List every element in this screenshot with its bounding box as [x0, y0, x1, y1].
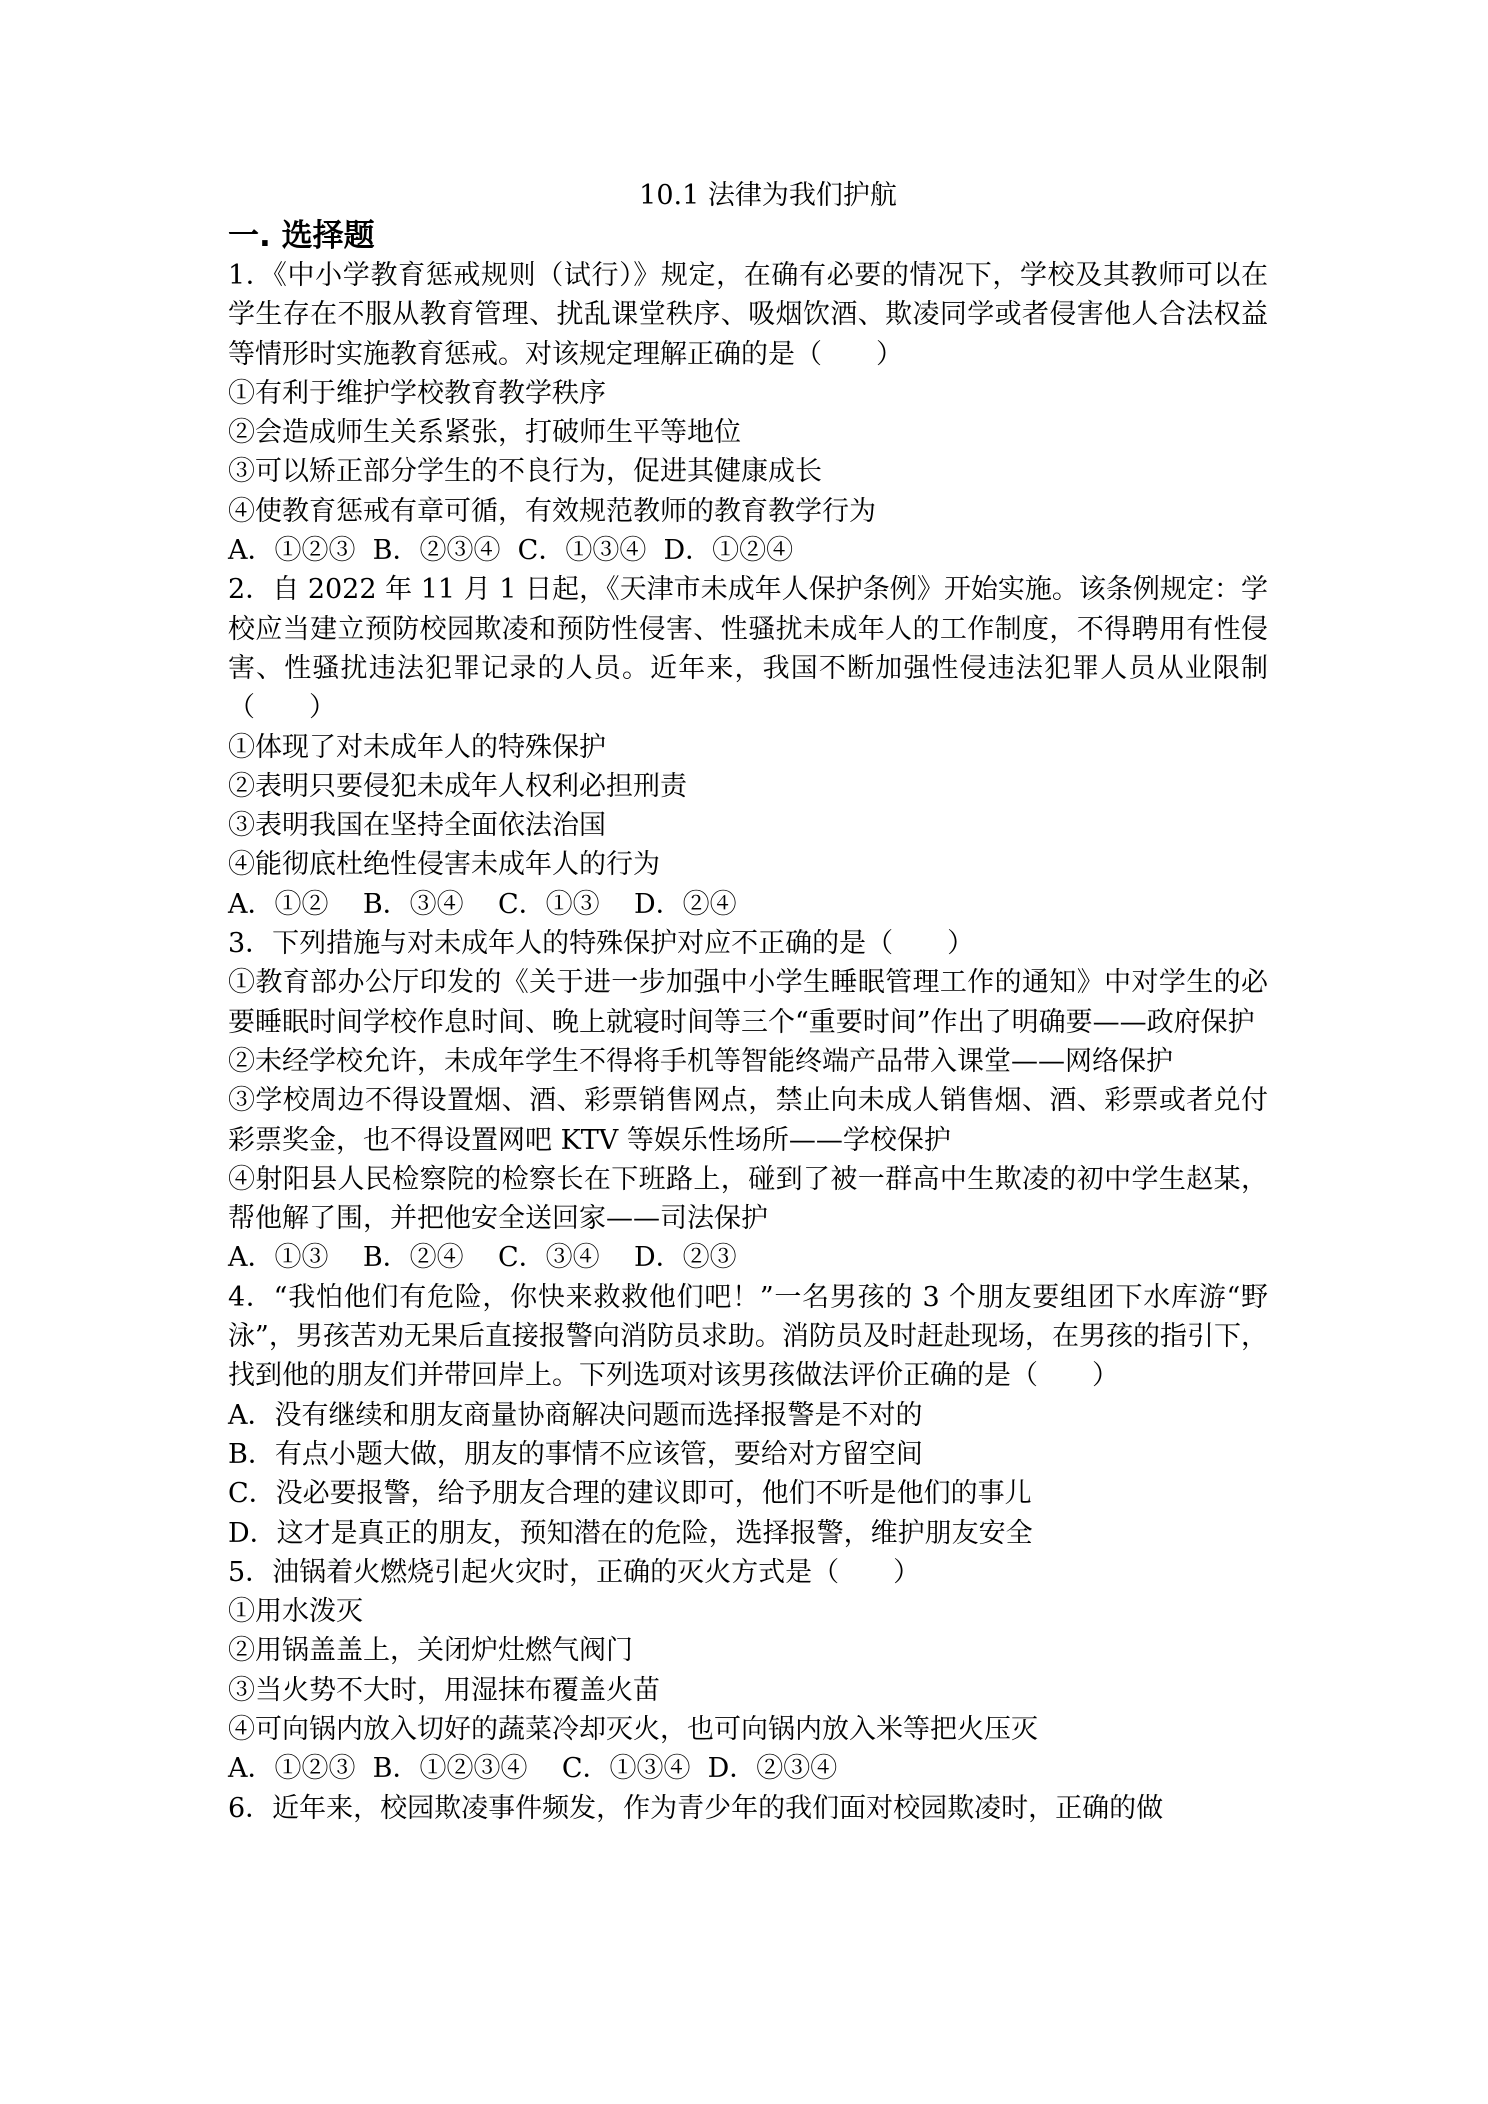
- question-2: [228, 570, 1268, 924]
- answer-options: A．①③ B．②④ C．③④ D．②③: [228, 1242, 737, 1274]
- question-item: ①体现了对未成年人的特殊保护: [228, 731, 606, 763]
- question-stem: 6．近年来，校园欺凌事件频发，作为青少年的我们面对校园欺凌时，正确的做: [228, 1792, 1164, 1824]
- question-item: ④射阳县人民检察院的检察长在下班路上，碰到了被一群高中生欺凌的初中学生赵某，帮他解了围，并把他安全送回家——司法保护: [228, 1163, 1268, 1235]
- question-item: ③可以矫正部分学生的不良行为，促进其健康成长: [228, 456, 822, 488]
- question-item: ②表明只要侵犯未成年人权利必担刑责: [228, 770, 687, 802]
- answer-option-d: D．这才是真正的朋友，预知潜在的危险，选择报警，维护朋友安全: [228, 1517, 1033, 1549]
- question-stem: 5．油锅着火燃烧引起火灾时，正确的灭火方式是（ ）: [228, 1556, 921, 1588]
- question-item: ①有利于维护学校教育教学秩序: [228, 377, 606, 409]
- question-3: [228, 924, 1268, 1278]
- question-item: ④可向锅内放入切好的蔬菜冷却灭火，也可向锅内放入米等把火压灭: [228, 1713, 1038, 1745]
- question-item: ②用锅盖盖上，关闭炉灶燃气阀门: [228, 1635, 633, 1667]
- answer-options: A．①② B．③④ C．①③ D．②④: [228, 888, 737, 920]
- question-item: ①教育部办公厅印发的《关于进一步加强中小学生睡眠管理工作的通知》中对学生的必要睡眠时间学校作息时间、晚上就寝时间等三个“重要时间”作出了明确要——政府保护: [228, 967, 1268, 1038]
- question-stem: 4．“我怕他们有危险，你快来救救他们吧！”一名男孩的 3 个朋友要组团下水库游“野泳”，男孩苦劝无果后直接报警向消防员求助。消防员及时赶赴现场，在男孩的指引下，找到他的朋友们并带回岸上。下列选项对该男孩做法评价正确的是（ ）: [228, 1281, 1268, 1392]
- question-item: ②未经学校允许，未成年学生不得将手机等智能终端产品带入课堂——网络保护: [228, 1045, 1173, 1077]
- question-item: ④能彻底杜绝性侵害未成年人的行为: [228, 849, 660, 881]
- question-item: ③当火势不大时，用湿抹布覆盖火苗: [228, 1674, 660, 1706]
- question-1: [228, 256, 1268, 570]
- question-5: [228, 1553, 1268, 1789]
- document-page: [228, 176, 1268, 1828]
- question-item: ④使教育惩戒有章可循，有效规范教师的教育教学行为: [228, 495, 876, 527]
- question-stem: 2．自 2022 年 11 月 1 日起，《天津市未成年人保护条例》开始实施。该条例规定：学校应当建立预防校园欺凌和预防性侵害、性骚扰未成年人的工作制度，不得聘用有性侵害、性骚扰违法犯罪记录的人员。近年来，我国不断加强性侵违法犯罪人员从业限制（ ）: [228, 574, 1268, 724]
- answer-option-b: B．有点小题大做，朋友的事情不应该管，要给对方留空间: [228, 1438, 923, 1470]
- question-item: ②会造成师生关系紧张，打破师生平等地位: [228, 417, 741, 449]
- question-4: [228, 1278, 1268, 1553]
- answer-options: A．①②③ B．①②③④ C．①③④ D．②③④: [228, 1753, 838, 1785]
- question-stem: 3．下列措施与对未成年人的特殊保护对应不正确的是（ ）: [228, 928, 975, 960]
- document-title: 10.1 法律为我们护航: [639, 180, 897, 211]
- answer-option-c: C．没必要报警，给予朋友合理的建议即可，他们不听是他们的事儿: [228, 1478, 1032, 1510]
- question-item: ①用水泼灭: [228, 1596, 363, 1628]
- question-item: ③学校周边不得设置烟、酒、彩票销售网点，禁止向未成人销售烟、酒、彩票或者兑付彩票奖金，也不得设置网吧 KTV 等娱乐性场所——学校保护: [228, 1085, 1268, 1156]
- question-item: ③表明我国在坚持全面依法治国: [228, 810, 606, 842]
- question-6: [228, 1789, 1268, 1828]
- section-heading: 一. 选择题: [228, 218, 375, 254]
- answer-options: A．①②③ B．②③④ C．①③④ D．①②④: [228, 535, 794, 567]
- answer-option-a: A．没有继续和朋友商量协商解决问题而选择报警是不对的: [228, 1399, 923, 1431]
- question-stem: 1．《中小学教育惩戒规则（试行）》规定，在确有必要的情况下，学校及其教师可以在学生存在不服从教育管理、扰乱课堂秩序、吸烟饮酒、欺凌同学或者侵害他人合法权益等情形时实施教育惩戒。对该规定理解正确的是（ ）: [228, 260, 1268, 370]
